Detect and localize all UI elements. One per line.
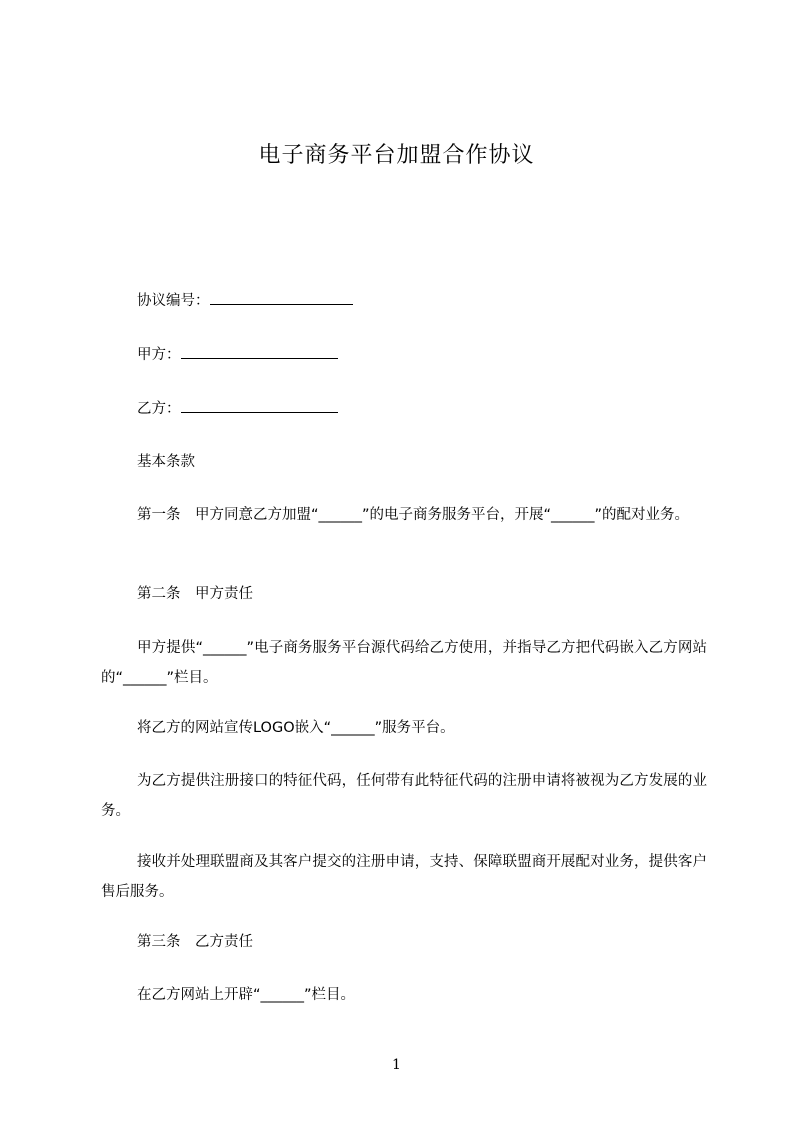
party-a-label: 甲方： bbox=[137, 347, 181, 363]
article-2-item-4: 接收并处理联盟商及其客户提交的注册申请，支持、保障联盟商开展配对业务，提供客户售后服务。 bbox=[101, 854, 707, 900]
article-2-item-1: 甲方提供“______”电子商务服务平台源代码给乙方使用，并指导乙方把代码嵌入乙方网站的“______”栏目。 bbox=[101, 640, 707, 686]
agreement-number-label: 协议编号： bbox=[137, 293, 210, 309]
party-a-line bbox=[137, 345, 717, 365]
agreement-number-line bbox=[137, 291, 717, 311]
page-number: 1 bbox=[392, 1057, 401, 1073]
article-1: 第一条 甲方同意乙方加盟“______”的电子商务服务平台，开展“______”的配对业务。 bbox=[137, 507, 690, 523]
document-title: 电子商务平台加盟合作协议 bbox=[258, 143, 535, 168]
article-3-heading: 第三条 乙方责任 bbox=[137, 934, 253, 950]
party-b-line bbox=[137, 399, 717, 419]
basic-terms-heading: 基本条款 bbox=[137, 454, 195, 470]
article-3-item-1: 在乙方网站上开辟“______”栏目。 bbox=[137, 987, 356, 1003]
article-2-item-3: 为乙方提供注册接口的特征代码，任何带有此特征代码的注册申请将被视为乙方发展的业务。 bbox=[101, 773, 707, 819]
article-2-heading: 第二条 甲方责任 bbox=[137, 586, 253, 602]
party-b-blank bbox=[181, 399, 338, 413]
party-a-blank bbox=[181, 345, 338, 359]
article-2-item-2: 将乙方的网站宣传LOGO嵌入“______”服务平台。 bbox=[137, 720, 455, 736]
party-b-label: 乙方： bbox=[137, 401, 181, 417]
agreement-number-blank bbox=[210, 291, 353, 305]
